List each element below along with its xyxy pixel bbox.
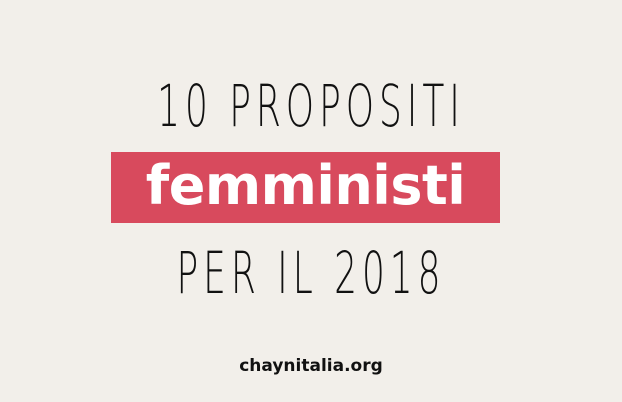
website-footer: chaynitalia.org [239,356,383,376]
headline-highlight-text: femministi [145,154,466,217]
headline-line-1: 10 PROPOSITI [157,72,465,140]
headline-line-3: PER IL 2018 [176,239,446,307]
